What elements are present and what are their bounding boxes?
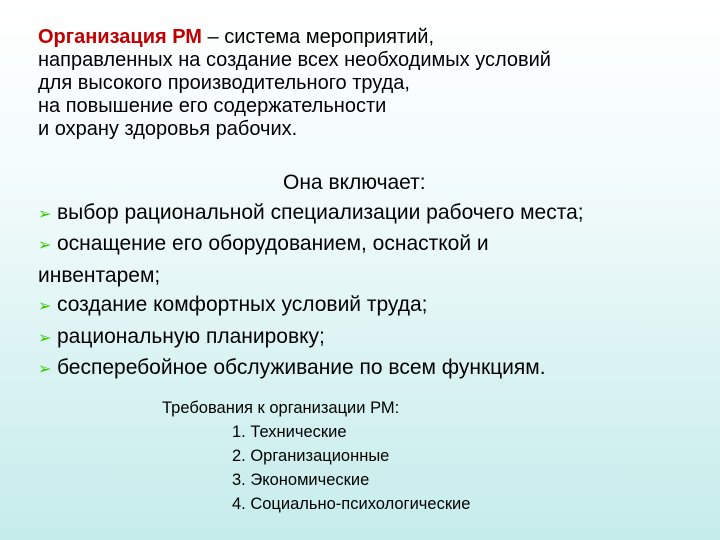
arrow-bullet-icon: ➢ [38,298,52,315]
requirement-item: 4. Социально-психологические [232,495,471,513]
arrow-bullet-icon: ➢ [38,205,52,223]
list-item [38,198,708,230]
requirements-heading: Требования к организации РМ: [162,399,400,417]
list-item [38,229,708,261]
requirements-list [162,420,682,516]
requirement-item: 2. Организационные [232,447,390,465]
definition-paragraph [38,26,698,141]
list-item [38,322,708,354]
includes-heading: Она включает: [283,171,426,194]
arrow-bullet-icon: ➢ [38,361,52,378]
definition-line: на повышение его содержательности [38,95,387,117]
definition-first-line [38,26,698,49]
definition-term: Организация РМ [38,26,202,48]
list-item-text: оснащение его оборудованием, оснасткой и [57,232,489,255]
requirements-section [162,396,682,516]
list-item [38,353,708,385]
requirement-item: 3. Экономические [232,471,370,489]
list-item-text: выбор рациональной специализации рабочего места; [57,200,584,224]
list-item [38,290,708,322]
list-item-text: рациональную планировку; [57,324,325,348]
definition-line: и охрану здоровья рабочих. [38,118,298,140]
definition-line: направленных на создание всех необходимых условий [38,49,551,71]
list-item-text: создание комфортных условий труда; [57,293,428,316]
list-item-text: бесперебойное обслуживание по всем функциям. [57,356,546,379]
definition-first-line-rest: – система мероприятий, [201,26,434,48]
includes-section [38,168,708,385]
list-item-continuation: инвентарем; [38,263,161,287]
requirement-item: 1. Технические [232,423,347,441]
arrow-bullet-icon: ➢ [38,329,52,347]
definition-line: для высокого производительного труда, [38,72,410,94]
arrow-bullet-icon: ➢ [38,237,52,254]
